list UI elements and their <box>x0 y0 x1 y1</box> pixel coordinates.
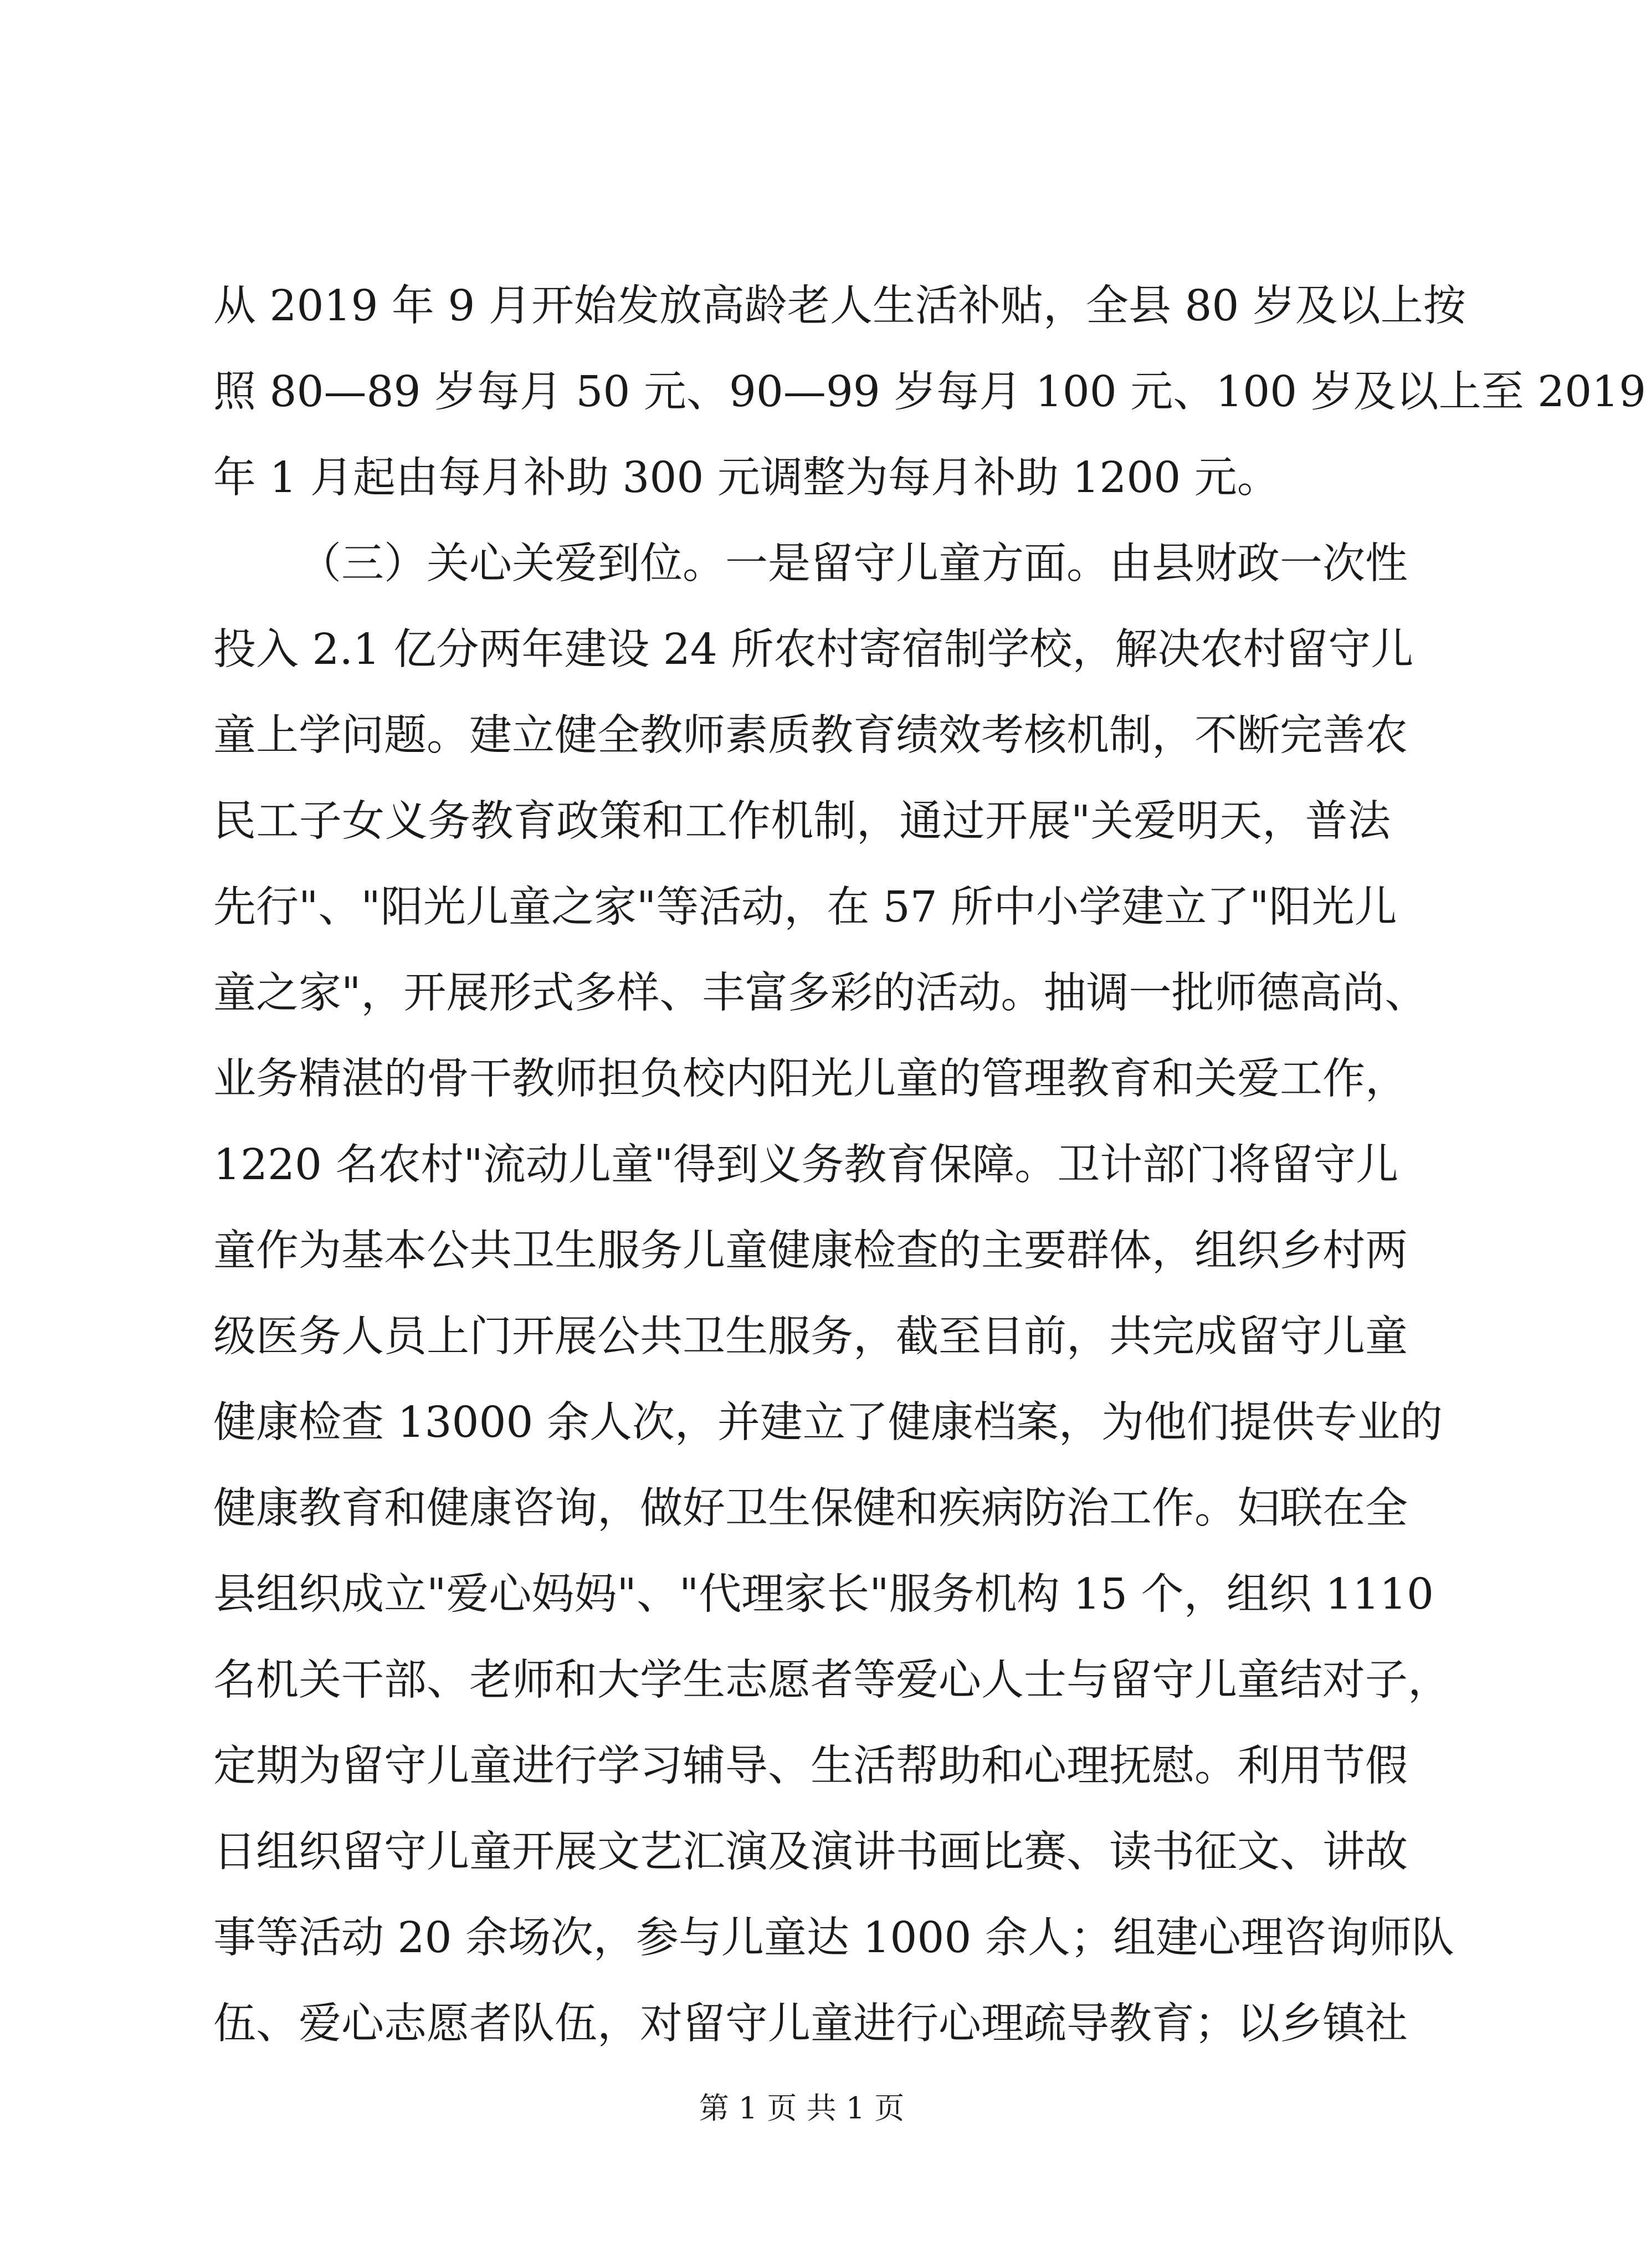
text-line-14: 健康检查 13000 余人次，并建立了健康档案，为他们提供专业的 <box>213 1398 1443 1447</box>
text-line-10: 业务精湛的骨干教师担负校内阳光儿童的管理教育和关爱工作， <box>213 1054 1408 1104</box>
text-line-12: 童作为基本公共卫生服务儿童健康检查的主要群体，组织乡村两 <box>213 1226 1408 1276</box>
text-line-3: 年 1 月起由每月补助 300 元调整为每月补助 1200 元。 <box>213 453 1280 503</box>
document-body <box>213 263 1646 2067</box>
text-line-19: 日组织留守儿童开展文艺汇演及演讲书画比赛、读书征文、讲故 <box>213 1827 1408 1877</box>
text-line-5: 投入 2.1 亿分两年建设 24 所农村寄宿制学校，解决农村留守儿 <box>213 625 1414 674</box>
text-line-6: 童上学问题。建立健全教师素质教育绩效考核机制，不断完善农 <box>213 711 1408 760</box>
text-line-17: 名机关干部、老师和大学生志愿者等爱心人士与留守儿童结对子， <box>213 1656 1450 1705</box>
text-line-18: 定期为留守儿童进行学习辅导、生活帮助和心理抚慰。利用节假 <box>213 1742 1408 1791</box>
page-footer: 第 1 页 共 1 页 <box>699 2091 905 2126</box>
text-line-1: 从 2019 年 9 月开始发放高龄老人生活补贴，全县 80 岁及以上按 <box>213 281 1466 331</box>
text-line-2: 照 80—89 岁每月 50 元、90—99 岁每月 100 元、100 岁及以上至 2019 <box>213 367 1646 417</box>
text-line-16: 县组织成立"爱心妈妈"、"代理家长"服务机构 15 个，组织 1110 <box>213 1570 1434 1619</box>
text-line-9: 童之家"，开展形式多样、丰富多彩的活动。抽调一批师德高尚、 <box>213 969 1428 1018</box>
text-line-20: 事等活动 20 余场次，参与儿童达 1000 余人；组建心理咨询师队 <box>213 1913 1454 1963</box>
text-line-13: 级医务人员上门开展公共卫生服务，截至目前，共完成留守儿童 <box>213 1312 1408 1361</box>
text-line-15: 健康教育和健康咨询，做好卫生保健和疾病防治工作。妇联在全 <box>213 1484 1408 1533</box>
text-line-21: 伍、爱心志愿者队伍，对留守儿童进行心理疏导教育；以乡镇社 <box>213 1999 1408 2049</box>
text-line-7: 民工子女义务教育政策和工作机制，通过开展"关爱明天，普法 <box>213 797 1391 846</box>
text-line-11: 1220 名农村"流动儿童"得到义务教育保障。卫计部门将留守儿 <box>213 1140 1399 1190</box>
text-line-4: （三）关心关爱到位。一是留守儿童方面。由县财政一次性 <box>299 539 1408 588</box>
text-line-8: 先行"、"阳光儿童之家"等活动，在 57 所中小学建立了"阳光儿 <box>213 883 1397 932</box>
